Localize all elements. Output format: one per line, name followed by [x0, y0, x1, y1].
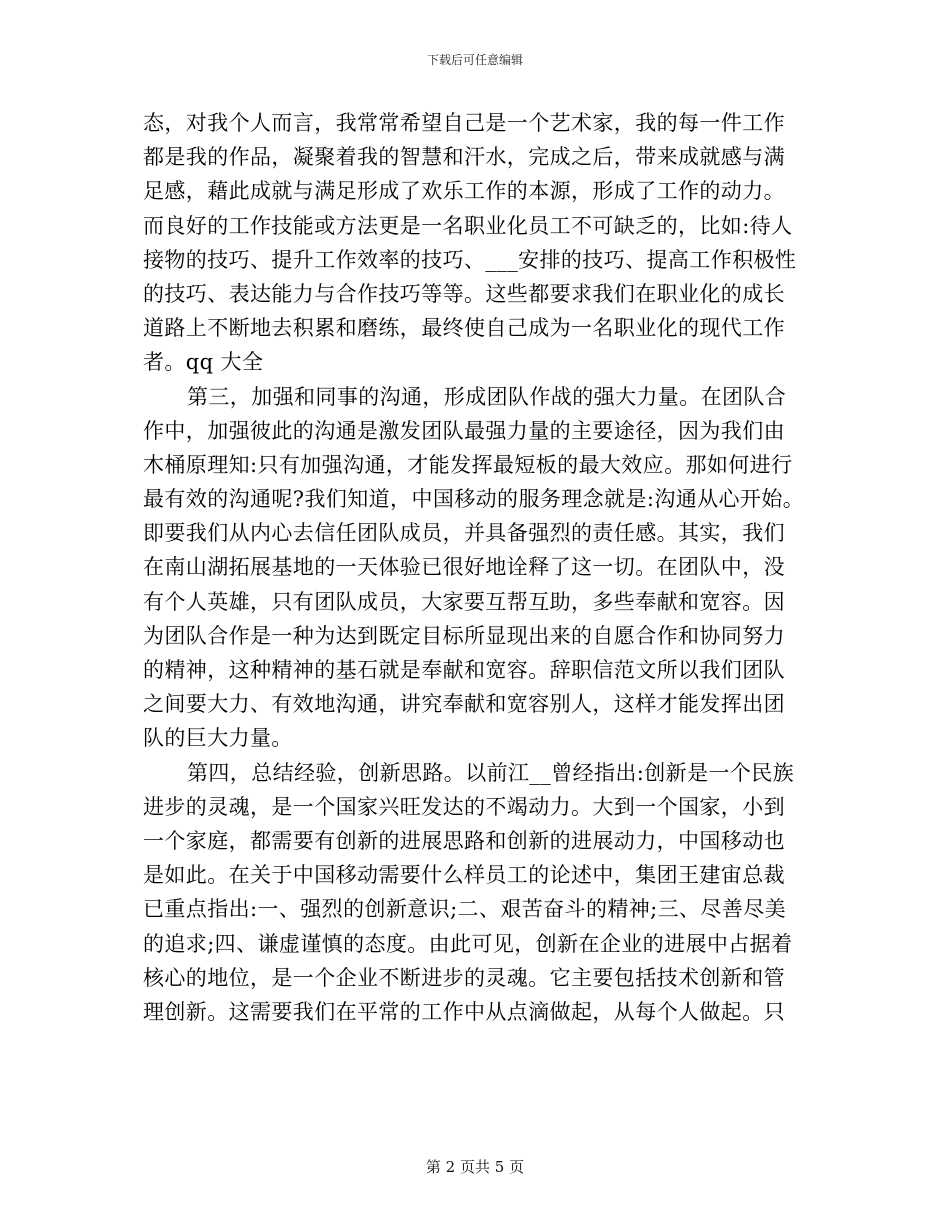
text-line: 为团队合作是一种为达到既定目标所显现出来的自愿合作和协同努力: [143, 623, 785, 648]
text-line: 理创新。这需要我们在平常的工作中从点滴做起，从每个人做起。只: [143, 999, 785, 1024]
text-line: 的精神，这种精神的基石就是奉献和宽容。辞职信范文所以我们团队: [143, 658, 785, 682]
text-line: 有个人英雄，只有团队成员，大家要互帮互助，多些奉献和宽容。因: [143, 589, 785, 614]
text-line: 在南山湖拓展基地的一天体验已很好地诠释了这一切。在团队中，没: [143, 555, 785, 580]
text-line: 都是我的作品，凝聚着我的智慧和汗水，完成之后，带来成就感与满: [143, 145, 785, 170]
text-line: 队的巨大力量。: [143, 726, 293, 751]
text-line: 是如此。在关于中国移动需要什么样员工的论述中，集团王建宙总裁: [143, 863, 785, 888]
text-line: 木桶原理知:只有加强沟通，才能发挥最短板的最大效应。那如何进行: [143, 452, 793, 477]
paragraph-start-line: 第三，加强和同事的沟通，形成团队作战的强大力量。在团队合: [187, 384, 787, 409]
paragraph-start-line: 第四，总结经验，创新思路。以前江__曾经指出:创新是一个民族: [187, 760, 795, 785]
text-line: 之间要大力、有效地沟通，讲究奉献和宽容别人，这样才能发挥出团: [143, 692, 785, 717]
text-line: 态，对我个人而言，我常常希望自己是一个艺术家，我的每一件工作: [143, 111, 785, 135]
text-line: 而良好的工作技能或方法更是一名职业化员工不可缺乏的，比如:待人: [143, 213, 793, 238]
text-line: 的追求;四、谦虚谨慎的态度。由此可见，创新在企业的进展中占据着: [143, 931, 793, 956]
text-line: 核心的地位，是一个企业不断进步的灵魂。它主要包括技术创新和管: [143, 965, 785, 990]
text-line: 一个家庭，都需要有创新的进展思路和创新的进展动力，中国移动也: [143, 828, 785, 853]
document-body: [143, 106, 805, 1029]
text-line: 作中，加强彼此的沟通是激发团队最强力量的主要途径，因为我们由: [143, 418, 785, 443]
text-line: 最有效的沟通呢?我们知道，中国移动的服务理念就是:沟通从心开始。: [143, 487, 805, 512]
text-line: 即要我们从内心去信任团队成员，并具备强烈的责任感。其实，我们: [143, 521, 785, 546]
text-line: 者。qq 大全: [143, 350, 264, 375]
page-header: 下载后可任意编辑: [426, 53, 523, 67]
text-line: 的技巧、表达能力与合作技巧等等。这些都要求我们在职业化的成长: [143, 281, 785, 306]
text-line: 足感，藉此成就与满足形成了欢乐工作的本源，形成了工作的动力。: [143, 179, 785, 204]
text-line: 道路上不断地去积累和磨练，最终使自己成为一名职业化的现代工作: [143, 316, 785, 341]
text-line: 已重点指出:一、强烈的创新意识;二、艰苦奋斗的精神;三、尽善尽美: [143, 897, 787, 922]
page-number-footer: 第 2 页共 5 页: [425, 1158, 525, 1176]
text-line: 进步的灵魂，是一个国家兴旺发达的不竭动力。大到一个国家，小到: [143, 794, 785, 819]
text-line: 接物的技巧、提升工作效率的技巧、___安排的技巧、提高工作积极性: [143, 247, 797, 272]
